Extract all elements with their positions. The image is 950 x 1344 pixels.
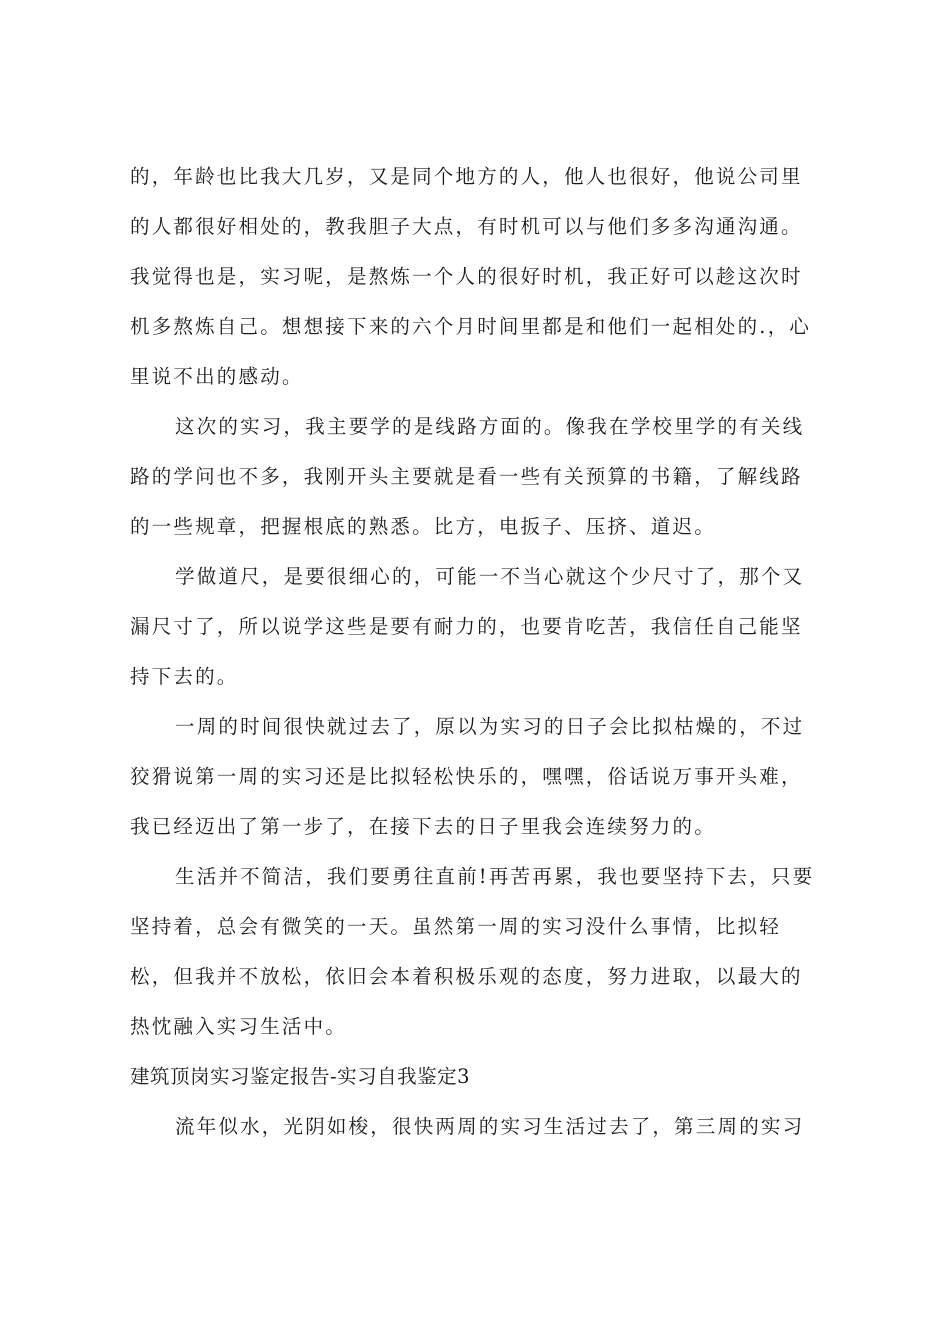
document-body bbox=[130, 152, 830, 1152]
text-line: 机多熬炼自己。想想接下来的六个月时间里都是和他们一起相处的.，心 bbox=[130, 315, 812, 338]
text-line: 的一些规章，把握根底的熟悉。比方，电扳子、压挤、道迟。 bbox=[130, 515, 716, 538]
text-line: 里说不出的感动。 bbox=[130, 365, 304, 388]
paragraph-first-line: 流年似水，光阴如梭，很快两周的实习生活过去了，第三周的实习 bbox=[175, 1115, 805, 1138]
text-line: 的，年龄也比我大几岁，又是同个地方的人，他人也很好，他说公司里 bbox=[130, 165, 803, 188]
paragraph-first-line: 生活并不简洁，我们要勇往直前!再苦再累，我也要坚持下去，只要 bbox=[175, 865, 815, 888]
text-line: 坚持着，总会有微笑的一天。虽然第一周的实习没什么事情，比拟轻 bbox=[130, 915, 782, 938]
text-line: 热忱融入实习生活中。 bbox=[130, 1015, 348, 1038]
paragraph-first-line: 学做道尺，是要很细心的，可能一不当心就这个少尺寸了，那个又 bbox=[175, 565, 805, 588]
text-line: 我已经迈出了第一步了，在接下去的日子里我会连续努力的。 bbox=[130, 815, 716, 838]
text-line: 漏尺寸了，所以说学这些是要有耐力的，也要肯吃苦，我信任自己能坚 bbox=[130, 615, 803, 638]
text-line: 的人都很好相处的，教我胆子大点，有时机可以与他们多多沟通沟通。 bbox=[130, 215, 803, 238]
paragraph-first-line: 这次的实习，我主要学的是线路方面的。像我在学校里学的有关线 bbox=[175, 415, 805, 438]
section-heading: 建筑顶岗实习鉴定报告-实习自我鉴定3 bbox=[130, 1065, 470, 1088]
text-line: 松，但我并不放松，依旧会本着积极乐观的态度，努力进取，以最大的 bbox=[130, 965, 803, 988]
paragraph-first-line: 一周的时间很快就过去了，原以为实习的日子会比拟枯燥的，不过 bbox=[175, 715, 805, 738]
text-line: 持下去的。 bbox=[130, 665, 239, 688]
text-line: 路的学问也不多，我刚开头主要就是看一些有关预算的书籍，了解线路 bbox=[130, 465, 803, 488]
text-line: 狡猾说第一周的实习还是比拟轻松快乐的，嘿嘿，俗话说万事开头难， bbox=[130, 765, 803, 788]
text-line: 我觉得也是，实习呢，是熬炼一个人的很好时机，我正好可以趁这次时 bbox=[130, 265, 803, 288]
